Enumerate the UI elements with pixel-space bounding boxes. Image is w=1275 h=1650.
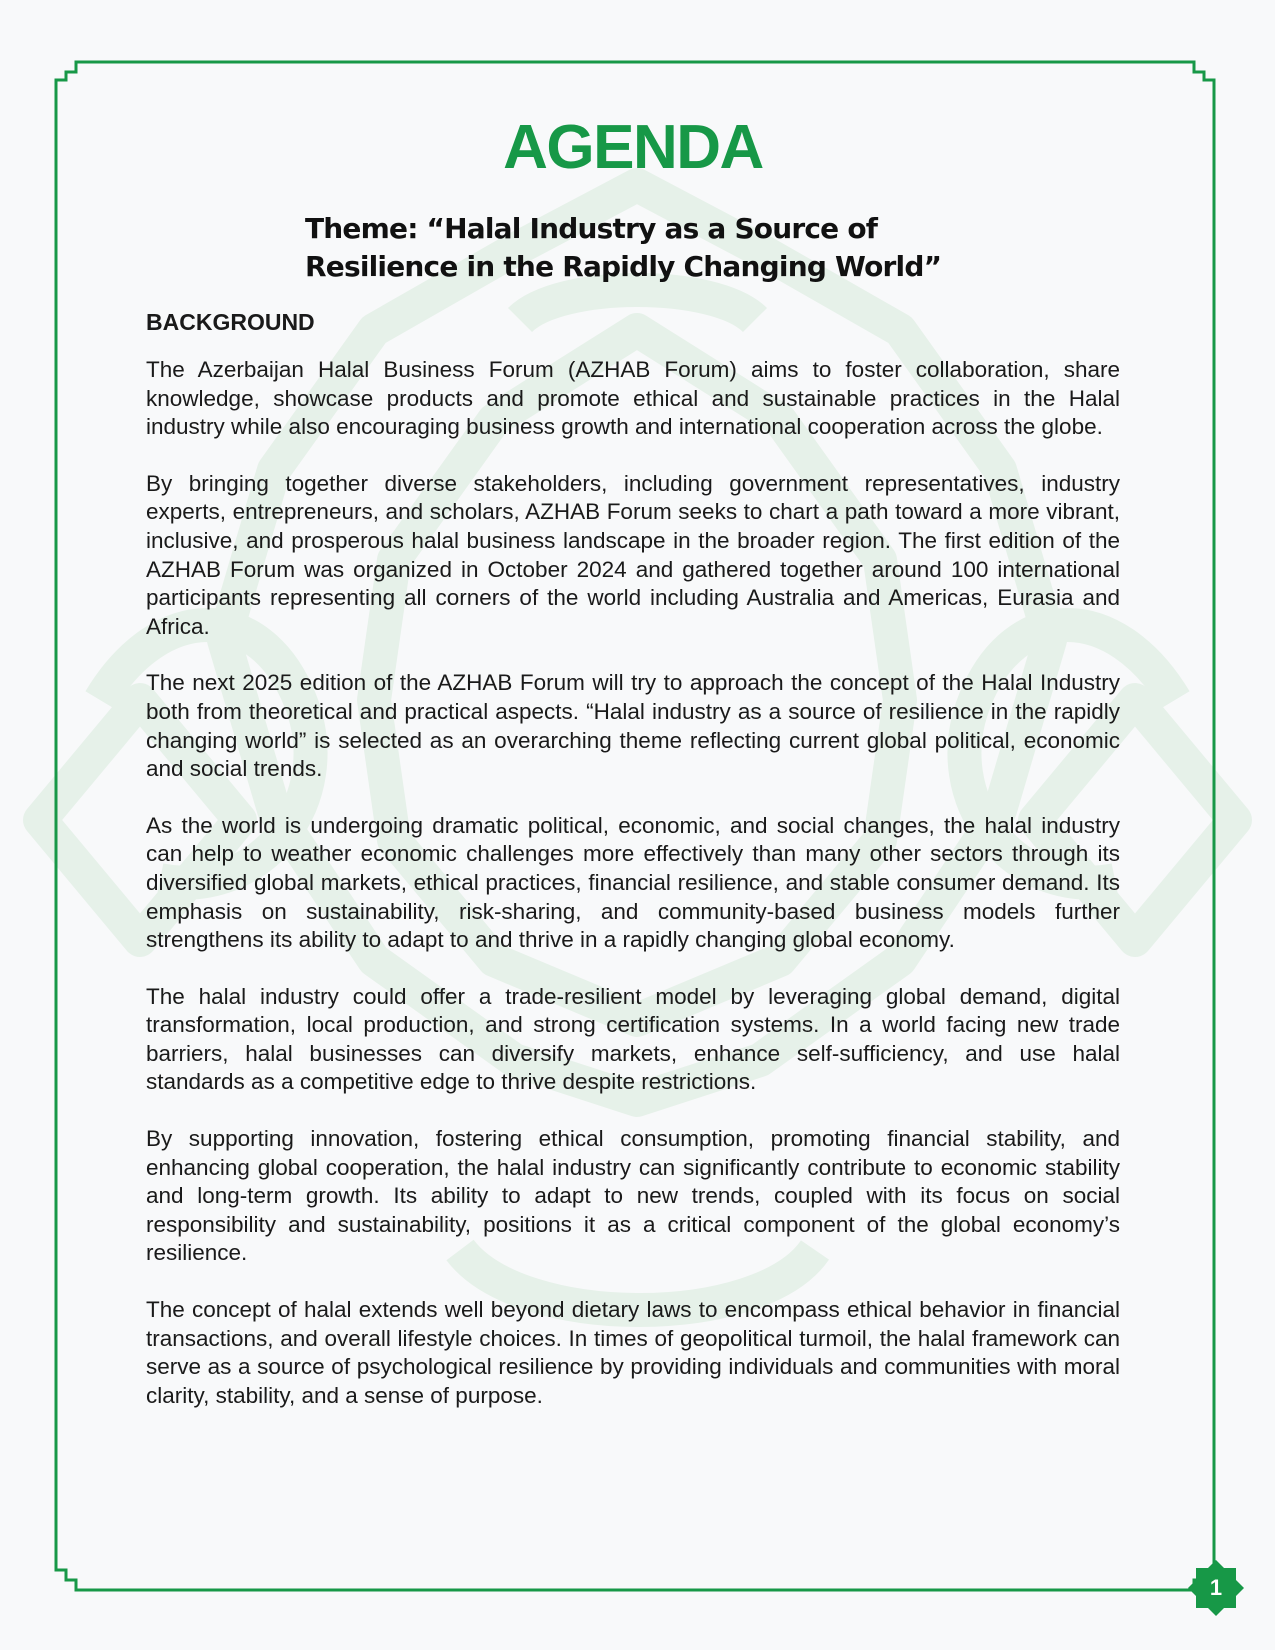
paragraph-2: By bringing together diverse stakeholders, including government representatives, industry experts, entrepreneurs, and scholars, AZHAB Forum seeks to chart a path toward a more vibrant, inclusive, and prosperous halal business landscape in the broader region. The first edition of the AZHAB Forum was organized in October 2024 and gathered together around 100 international participants representing all corners of the world including Australia and Americas, Eurasia and Africa. [146,470,1120,639]
theme-heading [305,210,1005,286]
document-body [146,110,1120,1410]
theme-line-1: Theme: “Halal Industry as a Source of [305,212,878,245]
page-title: AGENDA [503,113,763,182]
page-number: 1 [1209,1575,1223,1600]
paragraph-3: The next 2025 edition of the AZHAB Forum will try to approach the concept of the Halal Industry both from theoretical and practical aspects. “Halal industry as a source of resilience in the rapidly changing world” is selected as an overarching theme reflecting current global political, economic and social trends. [146,670,1120,782]
paragraph-1: The Azerbaijan Halal Business Forum (AZHAB Forum) aims to foster collaboration, share knowledge, showcase products and promote ethical and sustainable practices in the Halal industry while also encouraging business growth and international cooperation across the globe. [146,357,1120,440]
theme-line-2: Resilience in the Rapidly Changing World” [305,250,942,283]
paragraph-4: As the world is undergoing dramatic political, economic, and social changes, the halal industry can help to weather economic challenges more effectively than many other sectors through its diversified global markets, ethical practices, financial resilience, and stable consumer demand. Its emphasis on sustainability, risk-sharing, and community-based business models further strengthens its ability to adapt to and thrive in a rapidly changing global economy. [146,812,1120,953]
paragraph-6: By supporting innovation, fostering ethical consumption, promoting financial stability, and enhancing global cooperation, the halal industry can significantly contribute to economic stability and long-term growth. Its ability to adapt to new trends, coupled with its focus on social responsibility and sustainability, positions it as a critical component of the global economy’s resilience. [146,1126,1120,1266]
section-heading: BACKGROUND [146,309,315,335]
paragraph-5: The halal industry could offer a trade-resilient model by leveraging global demand, digital transformation, local production, and strong certification systems. In a world facing new trade barriers, halal businesses can diversify markets, enhance self-sufficiency, and use halal standards as a competitive edge to thrive despite restrictions. [146,983,1120,1095]
paragraph-7: The concept of halal extends well beyond dietary laws to encompass ethical behavior in financial transactions, and overall lifestyle choices. In times of geopolitical turmoil, the halal framework can serve as a source of psychological resilience by providing individuals and communities with moral clarity, stability, and a sense of purpose. [146,1297,1120,1408]
